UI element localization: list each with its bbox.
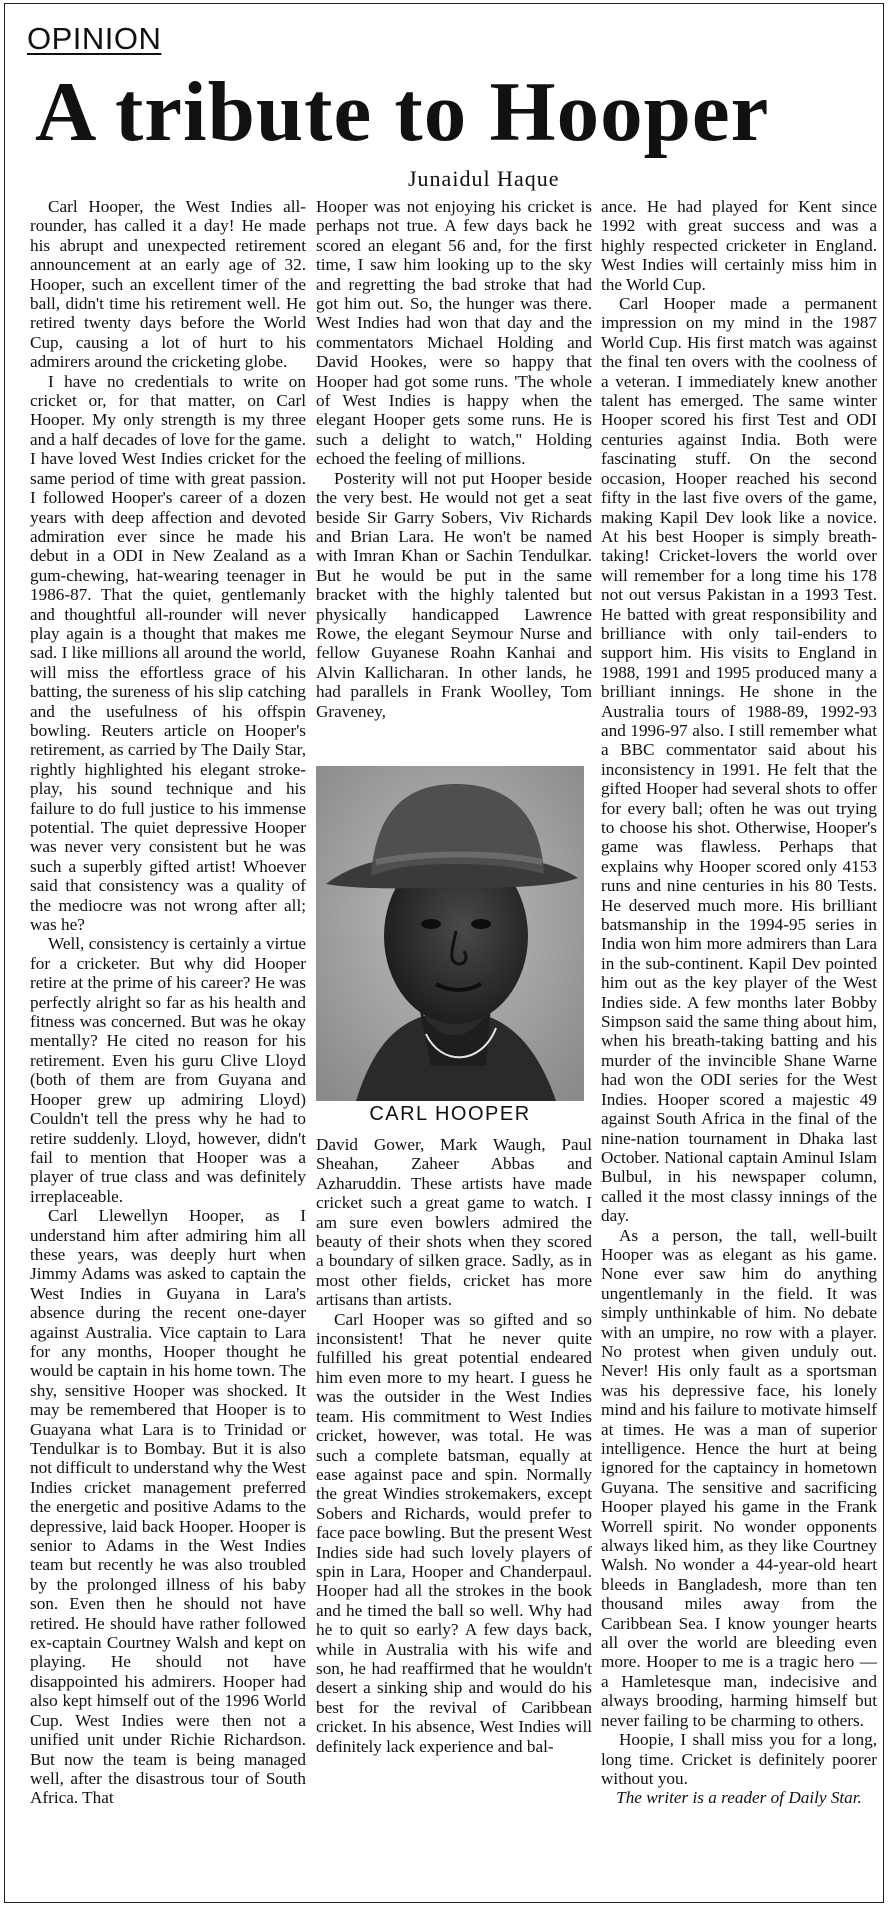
portrait-photo <box>316 766 584 1101</box>
paragraph: I have no credentials to write on cricket or, for that matter, on Carl Hooper. My only strength is my three and a half decades of love for the game. I have loved West Indies cricket for the same period of time with great passion. I followed Hooper's career of a dozen years with deep affection and devoted admiration ever since he made his debut in a ODI in New Zealand as a gum-chewing, hat-wearing teenager in 1986-87. That the quiet, gentlemanly and thoughtful all-rounder will never play again is a thought that makes me sad. I like millions all around the world, will miss the effortless grace of his batting, the sureness of his slip catching and the usefulness of his offspin bowling. Reuters article on Hooper's retirement, as carried by The Daily Star, rightly highlighted his elegant stroke-play, his sound technique and his failure to do full justice to his immense potential. The quiet depressive Hooper was never very consistent but he was such a superbly gifted artist! Whoever said that consistency was a quality of the mediocre was not wrong after all; was he? <box>30 371 306 935</box>
paragraph: Posterity will not put Hooper beside the very best. He would not get a seat beside Sir Garry Sobers, Viv Richards and Brian Lara. He won't be named with Imran Khan or Sachin Tendulkar. But he would be put in the same bracket with the highly talented but physically handicapped Lawrence Rowe, the elegant Seymour Nurse and fellow Guyanese Roahn Kanhai and Alvin Kallicharan. In other lands, he had parallels in Frank Woolley, Tom Graveney, <box>316 468 592 721</box>
paragraph: Carl Hooper was so gifted and so inconsistent! That he never quite fulfilled his great potential endeared him even more to my heart. I guess he was the outsider in the West Indies team. His commitment to West Indies cricket, however, was total. He was such a complete batsman, equally at ease against pace and spin. Normally the great Windies strokemakers, except Sobers and Richards, would prefer to face pace bowling. But the present West Indies side had such lovely players of spin in Lara, Hooper and Chanderpaul. Hooper had all the strokes in the book and he timed the ball so well. Why had he to quit so early? A few days back, while in Australia with his wife and son, he had reaffirmed that he wouldn't desert a sinking ship and would do his best for the revival of Caribbean cricket. In his absence, West Indies will definitely lack experience and bal- <box>316 1309 592 1756</box>
paragraph: ance. He had played for Kent since 1992 with great success and was a highly respected cricketer in England. West Indies will certainly miss him in the World Cup. <box>601 197 877 294</box>
paragraph: Carl Llewellyn Hooper, as I understand him after admiring him all these years, was deeply hurt when Jimmy Adams was asked to captain the West Indies in Guyana in Lara's absence during the recent one-dayer against Australia. Vice captain to Lara for any months, Hooper thought he would be captain in his home town. The shy, sensitive Hooper was shocked. It may be remembered that Hooper is to Guayana what Lara is to Trinidad or Tendulkar is to Bombay. But it is also not difficult to understand why the West Indies cricket management preferred the energetic and positive Adams to the depressive, laid back Hooper. Hooper is senior to Adams in the West Indies team but recently he was also troubled by the prolonged illness of his baby son. Even then he should not have retired. He should have rather followed ex-captain Courtney Walsh and kept on playing. He should not have disappointed his admirers. Hooper had also kept himself out of the 1996 World Cup. West Indies were then not a unified unit under Richie Richardson. But now the team is being managed well, after the disastrous tour of South Africa. That <box>30 1206 306 1808</box>
paragraph: As a person, the tall, well-built Hooper was as elegant as his game. None ever saw him do anything ungentlemanly in the field. It was simply unthinkable of him. No debate with an umpire, no row with a player. No protest when given unduly out. Never! His only fault as a sportsman was his depressive face, his lonely mind and his failure to motivate himself at times. He was a man of superior intelligence. Hence the hurt at being ignored for the captaincy in hometown Guyana. The sensitive and sacrificing Hooper played his game in the Frank Worrell spirit. No wonder opponents always liked him, as they like Courtney Walsh. No wonder a 44-year-old heart bleeds in Bangladesh, more than ten thousand miles away from the Caribbean Sea. I know younger hearts all over the world are bleeding even more. Hooper to me is a tragic hero — a Hamletesque man, indecisive and always brooding, harming himself but never failing to be charming to others. <box>601 1225 877 1730</box>
paragraph: Hoopie, I shall miss you for a long, long time. Cricket is definitely poorer without you. <box>601 1730 877 1788</box>
paragraph: Carl Hooper made a permanent impression on my mind in the 1987 World Cup. His first match was against the final ten overs with the coolness of a veteran. I immediately knew another talent has emerged. The same winter Hooper scored his first Test and ODI centuries against India. Both were fascinating stuff. On the second occasion, Hooper reached his second fifty in the last five overs of the game, making Kapil Dev look like a novice. At his best Hooper is simply breath-taking! Cricket-lovers the world over will remember for a long time his 178 not out versus Pakistan in a 1993 Test. He batted with great responsibility and brilliance with only tail-enders to support him. His visits to England in 1988, 1991 and 1995 produced many a brilliant innings. He shone in the Australia tours of 1988-89, 1992-93 and 1996-97 also. I still remember what a BBC commentator said about his inconsistency in 1991. He felt that the gifted Hooper had several shots to offer for every ball; often he was out trying to choose his shot. Otherwise, Hooper's game was flawless. Perhaps that explains why Hooper scored only 4153 runs and nine centuries in his 80 Tests. He deserved much more. His brilliant batsmanship in the 1994-95 series in India won him more admirers than Lara in the sub-continent. Kapil Dev pointed him out as the key player of the West Indies side. A few months later Bobby Simpson said the same thing about him, when his breath-taking batting and his murder of the invincible Shane Warne had won the ODI series for the West Indies. Hooper scored a majestic 49 against South Africa in the final of the nine-nation tournament in Dhaka last October. National captain Aminul Islam Bulbul, in his newspaper column, called it the most classy innings of the day. <box>601 294 877 1226</box>
article-column-1 <box>30 197 306 1808</box>
section-label: OPINION <box>27 21 162 56</box>
paragraph: Carl Hooper, the West Indies all-rounder, has called it a day! He made his abrupt and unexpected retirement announcement at an early age of 32. Hooper, such an excellent timer of the ball, didn't time his retirement well. He retired twenty days before the World Cup, causing a lot of hurt to his admirers around the cricketing globe. <box>30 197 306 372</box>
byline: Junaidul Haque <box>408 166 560 191</box>
newspaper-clipping <box>4 3 884 1903</box>
article-column-2-top <box>316 197 592 721</box>
portrait-photo-icon <box>316 766 584 1101</box>
article-column-3 <box>601 197 877 1808</box>
headline: A tribute to Hooper <box>35 65 770 159</box>
paragraph: Hooper was not enjoying his cricket is perhaps not true. A few days back he scored an elegant 56 and, for the first time, I saw him looking up to the sky and regretting the bad stroke that had got him out. So, the hunger was there. West Indies had won that day and the commentators Michael Holding and David Hookes, were so happy that Hooper had got some runs. 'The whole of West Indies is happy when the elegant Hooper gets some runs. He is such a delight to watch," Holding echoed the feeling of millions. <box>316 197 592 469</box>
author-note: The writer is a reader of Daily Star. <box>616 1788 862 1808</box>
paragraph: Well, consistency is certainly a virtue for a cricketer. But why did Hooper retire at the prime of his career? He was perfectly alright so far as his health and fitness was concerned. But was he okay mentally? He cited no reason for his retirement. Even his guru Clive Lloyd (both of them are from Guyana and Hooper grew up admiring Lloyd) Couldn't tell the press why he had to retire suddenly. Lloyd, however, didn't fail to mention that Hooper was a player of true class and was definitely irreplaceable. <box>30 934 306 1206</box>
paragraph: David Gower, Mark Waugh, Paul Sheahan, Zaheer Abbas and Azharuddin. These artists have made cricket such a great game to watch. I am sure even bowlers admired the beauty of their shots when they scored a boundary of silken grace. Sadly, as in most other fields, cricket has more artisans than artists. <box>316 1135 592 1310</box>
article-column-2-bottom <box>316 1135 592 1756</box>
photo-caption: CARL HOOPER <box>369 1103 531 1125</box>
